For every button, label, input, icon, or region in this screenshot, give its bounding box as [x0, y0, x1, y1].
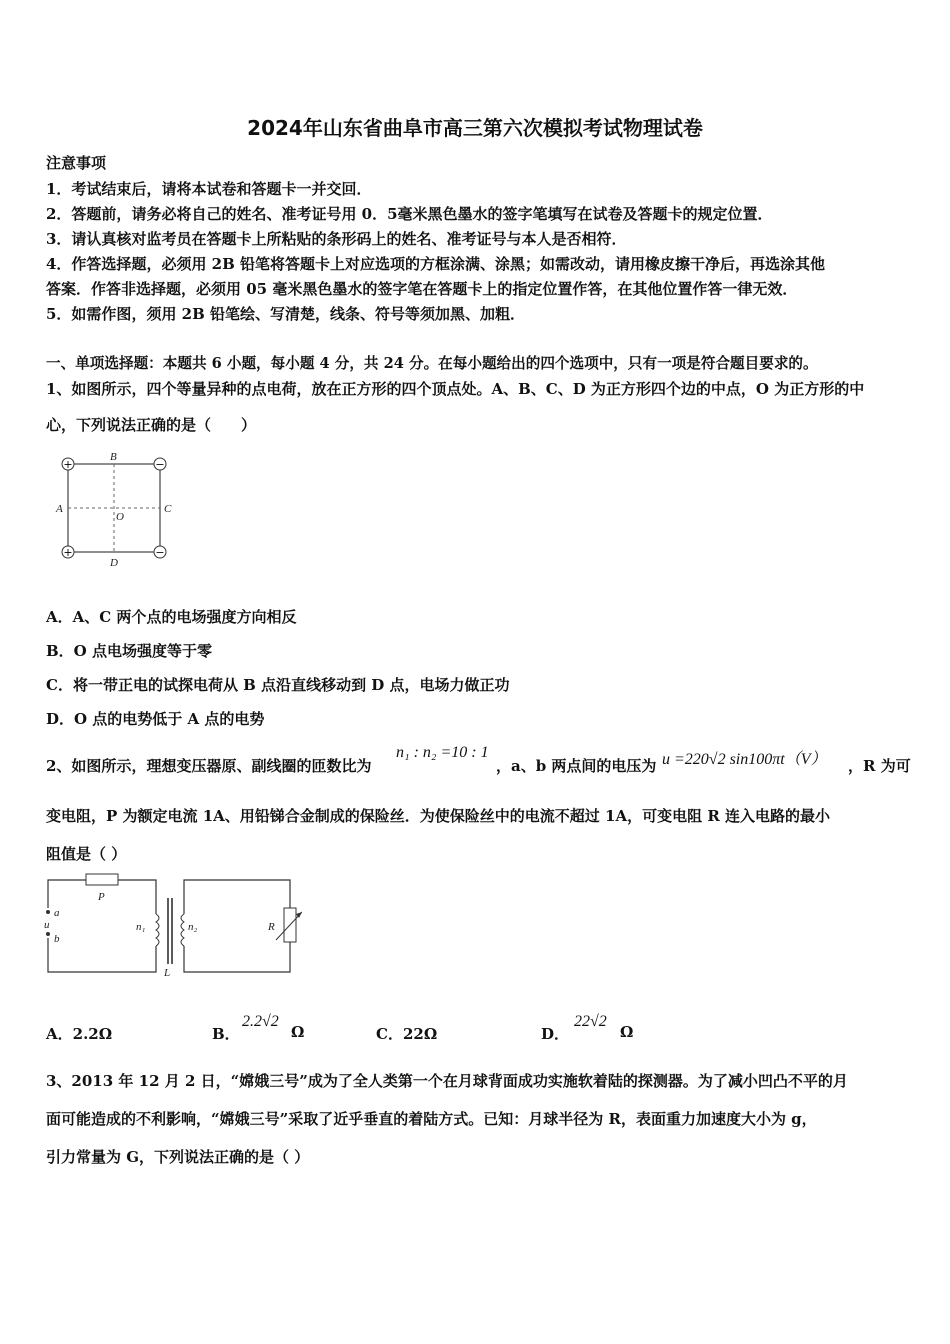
- q2-option-d-value: 22√2: [574, 1013, 607, 1030]
- q2-option-b-value: 2.2√2: [242, 1013, 279, 1030]
- svg-text:+: +: [63, 546, 73, 559]
- label-n2: n₂: [188, 921, 198, 933]
- label-O: O: [116, 511, 124, 523]
- q2-stem-part3: ，R 为可: [848, 757, 911, 775]
- q2-option-c: C．22Ω: [376, 1025, 438, 1043]
- q2-option-a: A．2.2Ω: [46, 1025, 113, 1043]
- transformer-circuit-figure: [40, 868, 302, 978]
- square-charges-figure: [52, 448, 182, 572]
- label-L: L: [164, 967, 171, 978]
- charge-bottom-right: [154, 546, 166, 559]
- q2-stem-part1: 2、如图所示，理想变压器原、副线圈的匝数比为: [46, 757, 372, 775]
- page-title: 2024年山东省曲阜市高三第六次模拟考试物理试卷: [247, 116, 703, 140]
- q1-option-b: B．O 点电场强度等于零: [46, 642, 212, 660]
- charge-bottom-left: [62, 546, 74, 559]
- q1-option-c: C．将一带正电的试探电荷从 B 点沿直线移动到 D 点，电场力做正功: [46, 676, 510, 694]
- q2-stem-part2: ，a、b 两点间的电压为: [496, 757, 657, 775]
- q3-stem-line1: 3、2013 年 12 月 2 日，“嫦娥三号”成为了全人类第一个在月球背面成功实施软着陆的探测器。为了减小凹凸不平的月: [46, 1072, 848, 1090]
- label-C: C: [164, 503, 172, 515]
- notice-item: 4．作答选择题，必须用 2B 铅笔将答题卡上对应选项的方框涂满、涂黑；如需改动，请用橡皮擦干净后，再选涂其他: [46, 255, 826, 273]
- label-P: P: [98, 891, 105, 903]
- q2-option-d: D．: [541, 1025, 570, 1043]
- notice-item: 3．请认真核对监考员在答题卡上所粘贴的条形码上的姓名、准考证号与本人是否相符．: [46, 230, 627, 248]
- section-heading: 一、单项选择题：本题共 6 小题，每小题 4 分，共 24 分。在每小题给出的四个选项中，只有一项是符合题目要求的。: [46, 355, 818, 372]
- q1-option-a: A．A、C 两个点的电场强度方向相反: [46, 608, 297, 626]
- label-u: u: [44, 919, 50, 931]
- notice-item: 5．如需作图，须用 2B 铅笔绘、写清楚，线条、符号等须加黑、加粗．: [46, 305, 525, 323]
- label-a: a: [54, 907, 60, 919]
- notice-item: 2．答题前，请务必将自己的姓名、准考证号用 0．5毫米黑色墨水的签字笔填写在试卷及答题卡的规定位置．: [46, 205, 773, 223]
- q2-option-b: B．: [212, 1025, 240, 1043]
- label-B: B: [110, 451, 117, 463]
- notice-heading: 注意事项: [46, 154, 107, 172]
- q1-stem-line2: 心，下列说法正确的是（ ）: [46, 416, 257, 434]
- svg-text:−: −: [155, 546, 165, 559]
- label-R: R: [268, 921, 275, 933]
- q2-stem-line3: 阻值是（ ）: [46, 845, 127, 863]
- label-n1: n₁: [136, 921, 146, 933]
- q2-voltage-expr: u =220√2 sin100πt（V）: [662, 751, 827, 768]
- label-b: b: [54, 933, 60, 945]
- q2-turns-ratio: n₁ : n₂ =10 : 1: [396, 744, 489, 761]
- q1-stem-line1: 1、如图所示，四个等量异种的点电荷，放在正方形的四个顶点处。A、B、C、D 为正方形四个边的中点，O 为正方形的中: [46, 380, 865, 398]
- q2-option-d-unit: Ω: [620, 1023, 634, 1041]
- q2-stem-line2: 变电阻，P 为额定电流 1A、用铅锑合金制成的保险丝．为使保险丝中的电流不超过 1A，可变电阻 R 连入电路的最小: [46, 807, 831, 825]
- notice-item: 答案．作答非选择题，必须用 05 毫米黑色墨水的签字笔在答题卡上的指定位置作答，在其他位置作答一律无效．: [46, 280, 798, 298]
- q3-stem-line2: 面可能造成的不利影响，“嫦娥三号”采取了近乎垂直的着陆方式。已知：月球半径为 R，表面重力加速度大小为 g，: [46, 1110, 817, 1128]
- charge-top-left: [62, 458, 74, 471]
- q3-stem-line3: 引力常量为 G，下列说法正确的是（ ）: [46, 1148, 310, 1166]
- charge-top-right: [154, 458, 166, 471]
- notice-item: 1．考试结束后，请将本试卷和答题卡一并交回．: [46, 180, 372, 198]
- svg-text:−: −: [155, 458, 165, 471]
- svg-text:+: +: [63, 458, 73, 471]
- label-D: D: [110, 557, 118, 569]
- q2-option-b-unit: Ω: [291, 1023, 305, 1041]
- label-A: A: [56, 503, 63, 515]
- q1-option-d: D．O 点的电势低于 A 点的电势: [46, 710, 265, 728]
